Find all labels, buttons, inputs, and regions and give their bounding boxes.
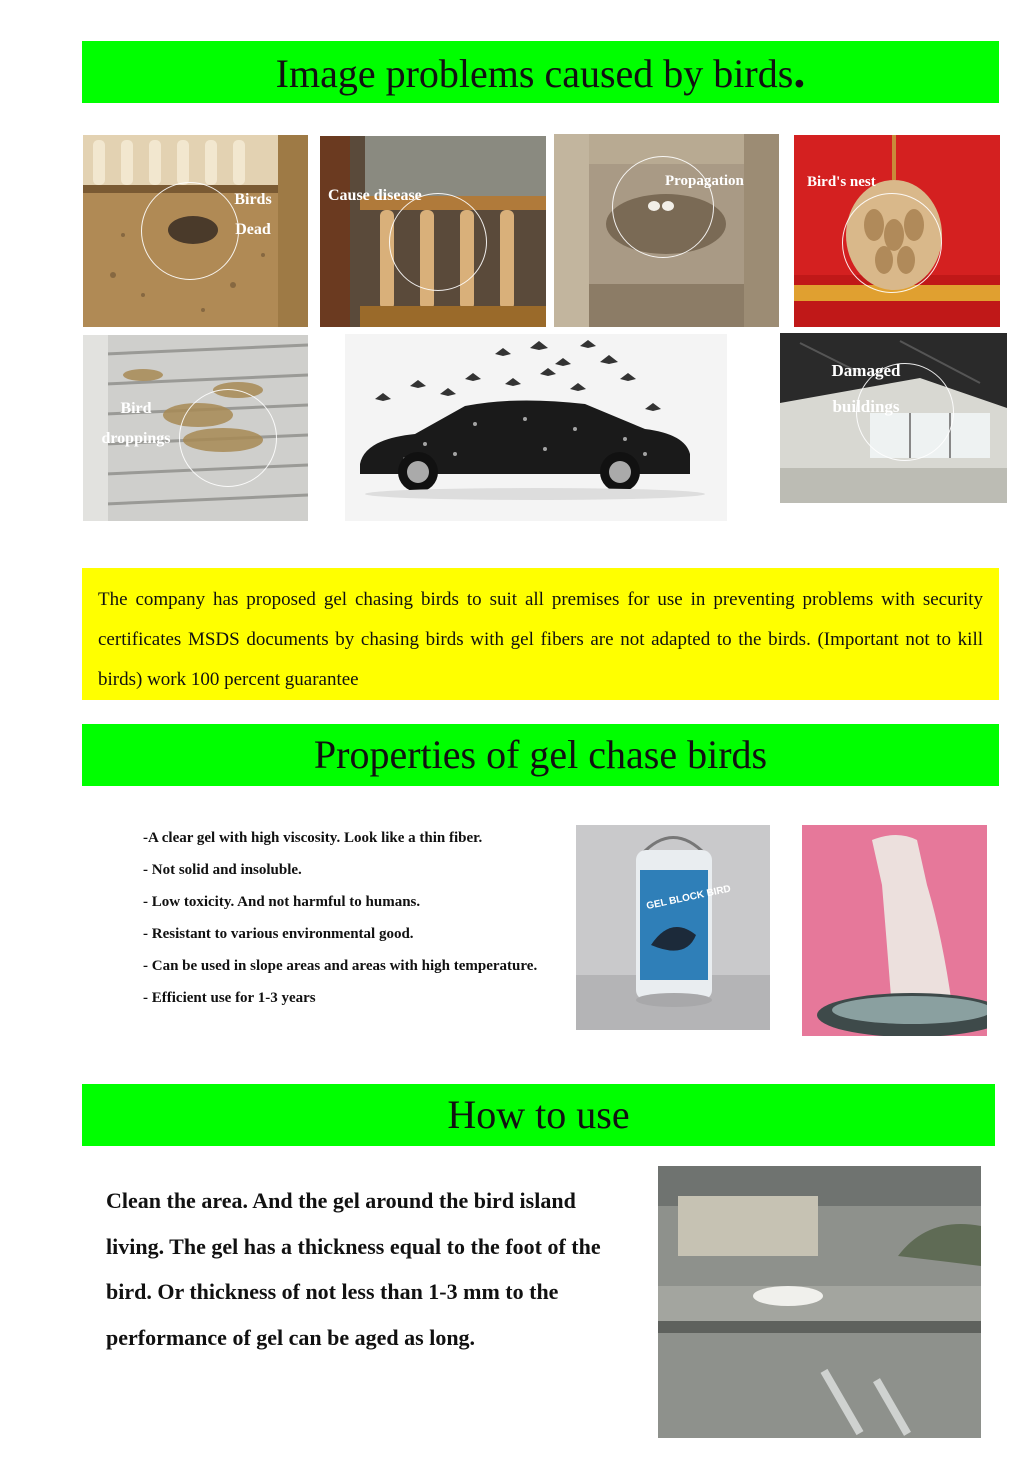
photo-label: Cause disease (328, 187, 422, 204)
photo-label: Propagation (665, 173, 744, 189)
photo-gel-stretch (802, 825, 987, 1036)
properties-list (143, 822, 563, 1014)
section-title-properties: Properties of gel chase birds (82, 724, 999, 786)
photo-label: Birds Dead (234, 191, 272, 238)
photo-dead-birds (83, 135, 308, 327)
photo-label: Bird droppings (101, 400, 171, 447)
photo-damaged-buildings (780, 333, 1007, 503)
title-period: . (793, 45, 806, 98)
highlight-circle (842, 193, 942, 293)
photo-cause-disease (320, 136, 546, 327)
photo-label: Damaged buildings (831, 361, 901, 416)
photo-bird-droppings (83, 335, 308, 521)
can-label: GEL BLOCK BIRD (645, 883, 732, 913)
list-item: -A clear gel with high viscosity. Look like a thin fiber. (143, 830, 483, 846)
photo-gel-can (576, 825, 770, 1030)
photo-birds-nest (794, 135, 1000, 327)
photo-car-birds (345, 334, 727, 521)
section-title-how-to-use: How to use (82, 1084, 995, 1146)
photo-label: Bird's nest (807, 174, 876, 190)
intro-text-box: The company has proposed gel chasing birds to suit all premises for use in preventing problems with security certificates MSDS documents by chasing birds with gel fibers are not adapted to the birds. (Important not to kill birds) work 100 percent guarantee (82, 568, 999, 700)
how-to-use-text: Clean the area. And the gel around the bird island living. The gel has a thickness equal to the foot of the bird. Or thickness of not less than 1-3 mm to the performance of gel can be aged as long. (106, 1188, 601, 1350)
photo-propagation (554, 134, 779, 327)
list-item: - Resistant to various environmental good. (143, 926, 414, 942)
section-title-text: Image problems caused by birds (275, 51, 794, 96)
highlight-circle (179, 389, 277, 487)
list-item: - Can be used in slope areas and areas with high temperature. (143, 958, 538, 974)
list-item: - Efficient use for 1-3 years (143, 990, 316, 1006)
photo-application (658, 1166, 981, 1438)
section-title-problems (82, 41, 999, 103)
list-item: - Low toxicity. And not harmful to humans. (143, 894, 421, 910)
list-item: - Not solid and insoluble. (143, 862, 302, 878)
